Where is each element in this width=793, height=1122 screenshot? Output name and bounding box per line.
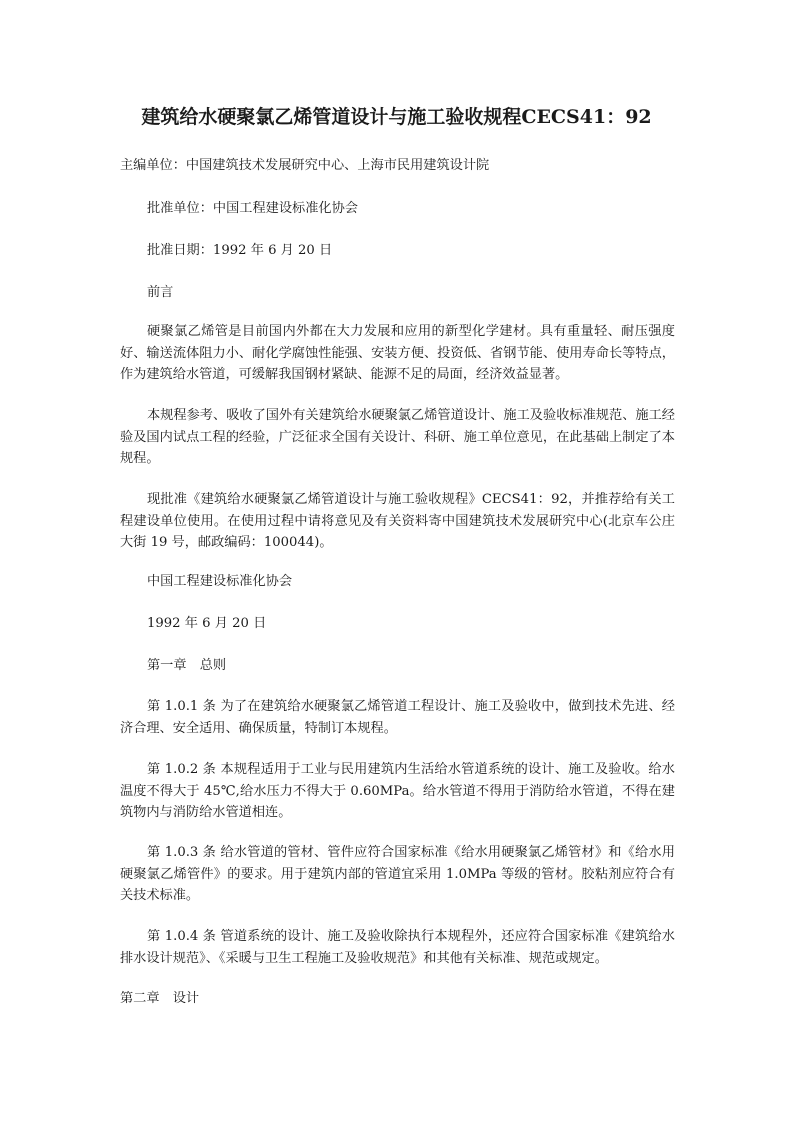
article-1-0-1: 第 1.0.1 条 为了在建筑给水硬聚氯乙烯管道工程设计、施工及验收中，做到技术先进、经济合理、安全适用、确保质量，特制订本规程。 [120,699,675,736]
chapter-1-heading: 第一章 总则 [147,658,227,673]
article-1-0-2: 第 1.0.2 条 本规程适用于工业与民用建筑内生活给水管道系统的设计、施工及验收。给水温度不得大于 45℃,给水压力不得大于 0.60MPa。给水管道不得用于消防给水管道，不得在建筑物内与消防给水管道相连。 [120,762,675,820]
article-1-0-3: 第 1.0.3 条 给水管道的管材、管件应符合国家标准《给水用硬聚氯乙烯管材》和《给水用硬聚氯乙烯管件》的要求。用于建筑内部的管道宜采用 1.0MPa 等级的管材。胶粘剂应符合有关技术标准。 [120,845,675,903]
article-1-0-4: 第 1.0.4 条 管道系统的设计、施工及验收除执行本规程外，还应符合国家标准《建筑给水排水设计规范》、《采暖与卫生工程施工及验收规范》和其他有关标准、规范或规定。 [120,929,675,966]
document-title: 建筑给水硬聚氯乙烯管道设计与施工验收规程CECS41：92 [141,106,652,128]
approval-date: 批准日期：1992 年 6 月 20 日 [147,243,333,258]
signature-date: 1992 年 6 月 20 日 [147,616,267,631]
preface-paragraph-2: 本规程参考、吸收了国外有关建筑给水硬聚氯乙烯管道设计、施工及验收标准规范、施工经验及国内试点工程的经验，广泛征求全国有关设计、科研、施工单位意见，在此基础上制定了本规程。 [120,408,675,466]
chapter-2-heading: 第二章 设计 [120,991,200,1006]
signature-organization: 中国工程建设标准化协会 [147,574,293,589]
preface-paragraph-3: 现批准《建筑给水硬聚氯乙烯管道设计与施工验收规程》CECS41：92，并推荐给有关工程建设单位使用。在使用过程中请将意见及有关资料寄中国建筑技术发展研究中心(北京车公庄大街 19 号，邮政编码：100044)。 [120,492,675,550]
approval-unit: 批准单位：中国工程建设标准化协会 [147,201,358,216]
editor-unit: 主编单位：中国建筑技术发展研究中心、上海市民用建筑设计院 [120,158,490,173]
preface-paragraph-1: 硬聚氯乙烯管是目前国内外都在大力发展和应用的新型化学建材。具有重量轻、耐压强度好、输送流体阻力小、耐化学腐蚀性能强、安装方便、投资低、省钢节能、使用寿命长等特点，作为建筑给水管道，可缓解我国钢材紧缺、能源不足的局面，经济效益显著。 [120,324,675,382]
preface-heading: 前言 [147,285,174,300]
